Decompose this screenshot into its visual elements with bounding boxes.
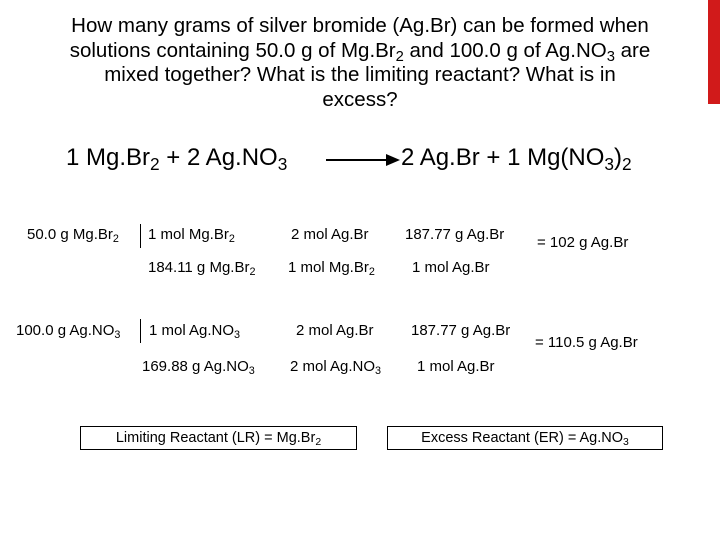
calc2-factor3-denominator: 1 mol Ag.Br [417,358,495,375]
question-text-part: and 100.0 g of Ag.NO [403,38,607,62]
value-text: 100.0 g Ag.NO [16,322,115,339]
subscript: 3 [248,365,255,378]
calc1-divider [140,224,141,248]
calc2-factor2-numerator: 2 mol Ag.Br [296,322,374,339]
question-line-3: mixed together? What is the limiting reactant? What is in [104,63,616,86]
subscript: 2 [249,266,256,279]
equation-part: 1 Mg.Br [66,144,151,171]
subscript: 2 [112,233,119,246]
value-text: 2 mol Ag.NO [290,358,376,375]
question-line-2 [18,39,702,64]
value-text: 184.11 g Mg.Br [148,259,250,276]
question-line-1: How many grams of silver bromide (Ag.Br) can be formed when [71,14,649,37]
calc1-factor3-denominator: 1 mol Ag.Br [412,259,490,276]
calc1-given [27,226,119,244]
subscript: 3 [277,153,288,174]
limiting-reactant-box [80,426,357,450]
value-text: 1 mol Ag.NO [149,322,235,339]
subscript: 3 [623,436,629,448]
subscript: 2 [622,153,632,174]
value-text: 169.88 g Ag.NO [142,358,249,375]
calc2-factor2-denominator [290,358,381,376]
subscript: 3 [234,329,241,342]
calc1-factor3-numerator: 187.77 g Ag.Br [405,226,505,243]
value-text: 1 mol Mg.Br [148,226,229,243]
calc2-factor3-numerator: 187.77 g Ag.Br [411,322,511,339]
calc1-factor2-numerator: 2 mol Ag.Br [291,226,369,243]
subscript: 2 [315,436,322,448]
excess-reactant-box [387,426,663,450]
question-text-part: are [614,38,651,62]
accent-bar [708,0,720,104]
calc2-divider [140,319,141,343]
question-text-part: solutions containing 50.0 g of Mg.Br [69,38,396,62]
subscript: 3 [606,48,615,65]
calc1-result: = 102 g Ag.Br [537,234,629,251]
calc1-factor1-numerator [148,226,235,244]
answer-text: Excess Reactant (ER) = Ag.NO [421,430,624,446]
calc2-factor1-denominator [142,358,255,376]
calc1-factor1-denominator [148,259,255,277]
equation-part: + 2 Ag.NO [159,144,278,171]
subscript: 3 [114,329,121,342]
calc2-result: = 110.5 g Ag.Br [535,334,638,351]
question-text [18,14,702,112]
subscript: 2 [228,233,235,246]
equation-part: 2 Ag.Br + 1 Mg(NO [401,144,605,171]
subscript: 2 [368,266,375,279]
subscript: 3 [604,153,615,174]
value-text: 50.0 g Mg.Br [27,226,113,243]
question-line-4: excess? [322,87,398,111]
calc1-factor2-denominator [288,259,375,277]
right-arrow-icon [326,153,400,167]
calc2-given [16,322,120,340]
subscript: 2 [150,153,160,174]
equation-products [401,144,632,172]
equation-part: ) [614,144,623,171]
subscript: 2 [395,48,404,65]
equation-reactants [66,144,287,172]
answer-text: Limiting Reactant (LR) = Mg.Br [115,430,316,446]
value-text: 1 mol Mg.Br [288,259,369,276]
subscript: 3 [375,365,382,378]
calc2-factor1-numerator [149,322,240,340]
